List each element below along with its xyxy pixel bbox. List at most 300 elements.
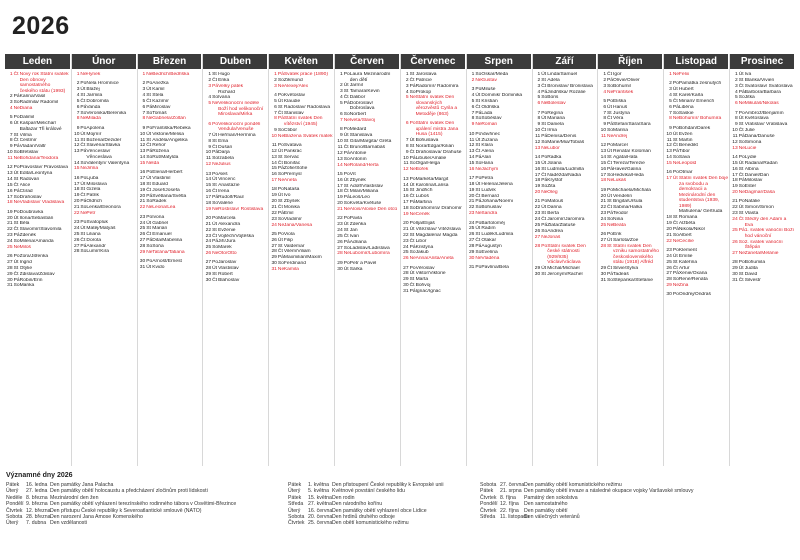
day-number: 5 (734, 95, 738, 101)
weekday-abbr: Pá (277, 210, 284, 216)
day-number: 18 (468, 181, 475, 187)
weekday-abbr: Čt (80, 193, 86, 199)
day-row (74, 220, 137, 226)
day-row (140, 259, 203, 265)
weekday-abbr: So (343, 156, 350, 162)
name-day: Ida (152, 160, 160, 166)
name-day: Pravoslav/ Pravoslava (19, 165, 68, 171)
day-row (205, 84, 268, 90)
note-weekday: Pondělí (480, 501, 498, 508)
day-row (7, 100, 71, 106)
day-number: 7 (603, 110, 607, 116)
month-header: Červenec (401, 54, 466, 69)
note-text: Mezinárodní den žen (50, 494, 99, 501)
day-number: 12 (732, 139, 738, 145)
note-date: 11. listopadu (500, 514, 530, 521)
day-number: 13 (468, 149, 475, 155)
weekday-abbr: Čt (277, 110, 283, 116)
name-day: Lenka/Eleonora (86, 204, 121, 210)
day-row (535, 205, 598, 211)
day-row (7, 156, 71, 162)
name-day: Velký pátek (218, 83, 244, 89)
day-list (203, 69, 268, 283)
day-row (140, 155, 203, 161)
weekday-abbr: Po (738, 110, 745, 116)
day-row (403, 221, 466, 227)
day-row (732, 128, 795, 134)
name-day: Aneta (283, 178, 297, 184)
day-row (74, 132, 137, 138)
note-date: 16. ledna (26, 482, 48, 488)
day-number: 3 (340, 89, 343, 95)
name-day: Ivona (152, 214, 165, 220)
day-number: 10 (205, 150, 212, 156)
name-day: Jakub (415, 250, 429, 256)
name-day: Rút/Matylda (152, 155, 179, 161)
name-day: Bedřich/Bedřiška (152, 72, 190, 77)
weekday-abbr: Po (212, 215, 219, 221)
day-row (666, 99, 729, 105)
day-row (205, 78, 268, 84)
name-day: Darina (547, 205, 562, 211)
weekday-abbr: Pá (146, 104, 153, 110)
weekday-abbr: Čt (343, 95, 349, 101)
note-date: 8. října (500, 494, 516, 501)
name-day: Iva (744, 72, 752, 77)
name-day: Kašpar/Melichar/ Baltazar Tři králové (19, 121, 62, 132)
name-day: Heřman/Hermína (218, 132, 256, 138)
name-day: Běla (19, 221, 30, 227)
day-number: 22 (732, 205, 738, 211)
name-day: Lumír/Kira (86, 249, 109, 255)
day-row (271, 267, 334, 273)
day-number: 13 (271, 154, 277, 160)
day-number: 29 (534, 266, 541, 272)
weekday-abbr: Út (212, 132, 217, 138)
day-row (74, 232, 137, 238)
name-day: Štědrý den Adam a Eva (744, 217, 787, 228)
day-number: 31 (139, 264, 146, 270)
day-number: 11 (337, 144, 343, 150)
day-number: 17 (468, 176, 475, 182)
day-row (469, 265, 532, 271)
month-header: Červen (335, 54, 400, 69)
day-row (666, 170, 729, 176)
day-row (535, 229, 598, 235)
day-row (205, 183, 268, 189)
day-row (535, 155, 598, 161)
day-row (600, 90, 663, 96)
weekday-abbr: So (672, 110, 679, 116)
day-row (337, 163, 400, 169)
weekday-abbr: Po (409, 121, 416, 127)
name-day: Bernard (481, 193, 499, 199)
notes-column (480, 482, 693, 520)
day-list (335, 69, 400, 272)
name-day: Světlana/Světla (152, 193, 187, 199)
day-row (7, 272, 71, 278)
day-number: 11 (271, 143, 277, 148)
month-column (729, 54, 795, 466)
name-day: Bronislav/ Bronislava (547, 83, 593, 89)
name-day: Linda/Samuel (547, 72, 578, 77)
day-number: 20 (468, 193, 475, 199)
note-weekday: Úterý (6, 488, 19, 495)
day-row (403, 206, 466, 212)
day-number: 25 (732, 228, 738, 234)
weekday-abbr: Čt (738, 128, 744, 134)
note-text: Den památky obětí (524, 507, 568, 514)
notes-title: Významné dny 2026 (6, 472, 73, 479)
name-day: Památka zesnulých (678, 81, 722, 87)
day-row (74, 238, 137, 244)
weekday-abbr: Út (343, 266, 349, 272)
day-row (337, 72, 400, 83)
weekday-abbr: Ne (607, 89, 614, 95)
name-day: Nataša (283, 187, 300, 193)
weekday-abbr: Út (738, 116, 744, 122)
weekday-abbr: St (541, 77, 546, 83)
weekday-abbr: Po (80, 125, 87, 131)
weekday-abbr: St (607, 199, 612, 205)
name-day: Artur (678, 265, 690, 271)
day-row (666, 221, 729, 227)
day-number: 26 (139, 232, 146, 238)
day-number: 30 (732, 272, 738, 278)
day-row (666, 161, 729, 167)
day-number: 7 (405, 138, 409, 144)
name-day: Štefan/Sára/Sara (613, 122, 651, 128)
day-number: 24 (600, 217, 607, 222)
day-number: 4 (405, 89, 409, 95)
day-row (666, 93, 729, 99)
weekday-abbr: Pá (277, 255, 284, 261)
name-day: Luboš (415, 194, 429, 200)
name-day: Zbyněk (349, 177, 366, 183)
day-row (403, 289, 466, 295)
name-day: Eduard (152, 181, 169, 187)
weekday-abbr: St (672, 137, 678, 143)
day-row (74, 87, 137, 93)
weekday-abbr: So (738, 239, 745, 245)
day-number: 18 (271, 187, 277, 193)
weekday-abbr: Ne (607, 133, 614, 139)
day-number: 30 (534, 272, 541, 278)
weekday-abbr: So (13, 194, 20, 200)
day-row (469, 188, 532, 194)
note-weekday: Středa (480, 514, 496, 521)
name-day: Adolf/Vlastislav (349, 183, 383, 189)
weekday-abbr: Ne (409, 211, 416, 217)
name-day: Olga/Helga (415, 161, 441, 167)
name-day: Robert (218, 272, 233, 278)
name-day: Klement (678, 248, 697, 254)
name-day: Richard (218, 89, 235, 95)
note-weekday: Úterý (6, 520, 19, 527)
weekday-abbr: Ne (212, 162, 219, 168)
note-row (6, 520, 236, 526)
weekday-abbr: Ne (277, 266, 285, 272)
name-day: Miriam/ Emerich (678, 98, 715, 104)
name-day: Oldřiška (481, 104, 500, 110)
day-number: 31 (468, 264, 475, 270)
day-number: 15 (271, 166, 277, 172)
day-row (600, 72, 663, 78)
note-text: Den narození Jana Amose Komenského (50, 514, 143, 521)
day-row (7, 210, 71, 216)
name-day: Ilona/Sebastián (19, 215, 54, 221)
day-number: 26 (403, 256, 409, 262)
weekday-abbr: Pá (541, 178, 548, 184)
name-day: Olívie/Oliver (613, 77, 640, 83)
day-number: 28 (205, 266, 212, 272)
name-day: Dobroslav/ Dobroslava (349, 100, 375, 112)
weekday-abbr: Ne (541, 101, 548, 107)
name-day: Vlastislav (218, 266, 239, 272)
day-number: 23 (600, 211, 607, 217)
day-number: 17 (403, 200, 409, 206)
day-row (535, 223, 598, 229)
day-number: 20 (600, 193, 607, 199)
name-day: Evelína (481, 249, 498, 255)
name-day: Bořivoj (415, 283, 431, 289)
day-row (666, 149, 729, 155)
note-weekday: Neděle (6, 494, 23, 501)
weekday-abbr: Út (607, 238, 612, 244)
day-number: 22 (73, 210, 80, 216)
day-number: 6 (340, 112, 343, 118)
day-row (74, 205, 137, 211)
day-row (7, 183, 71, 189)
weekday-abbr: St (409, 277, 415, 283)
note-text: Den obětí komunistického režimu (332, 520, 409, 527)
weekday-abbr: Po (672, 170, 679, 176)
name-day: Patrik (86, 193, 99, 199)
day-number: 8 (208, 138, 212, 144)
name-day: Hedvika/Heda (613, 172, 644, 178)
day-row (535, 244, 598, 266)
name-day: Květa/Květuše (349, 201, 382, 207)
day-number: 23 (7, 233, 13, 239)
day-number: 29 (337, 260, 343, 266)
day-number: 9 (142, 125, 146, 131)
day-number: 19 (7, 209, 13, 215)
name-day: Viktorie/Melisa (152, 131, 184, 137)
weekday-abbr: Út (541, 116, 547, 122)
weekday-abbr: Ne (541, 145, 548, 151)
weekday-abbr: Po (146, 214, 153, 220)
day-row (140, 170, 203, 176)
day-number: 15 (666, 160, 672, 166)
day-row (140, 132, 203, 138)
note-text: Den památky Jana Palacha (50, 482, 114, 488)
day-number: 4 (142, 93, 146, 99)
month-header: Únor (72, 54, 137, 69)
day-row (205, 195, 268, 201)
weekday-abbr: Út (409, 182, 415, 188)
weekday-abbr: Út (343, 177, 349, 183)
day-row (535, 84, 598, 90)
name-day: Jiří/Jura (218, 239, 236, 245)
name-day: Barbora/Barbara (744, 89, 781, 95)
day-row (271, 255, 334, 261)
day-number: 15 (205, 183, 212, 189)
name-day: Svatava (283, 143, 302, 148)
day-row (74, 126, 137, 132)
day-row (732, 184, 795, 190)
day-row (600, 238, 663, 244)
day-row (205, 72, 268, 78)
weekday-abbr: Ne (541, 190, 548, 196)
month-column (597, 54, 663, 466)
weekday-abbr: Po (475, 264, 482, 270)
name-day: Ester (744, 184, 757, 190)
weekday-abbr: Po (277, 231, 284, 237)
day-row (403, 95, 466, 117)
name-day: Mahulena/ Gertruda (678, 209, 723, 215)
day-number: 18 (600, 178, 607, 184)
weekday-abbr: So (475, 72, 482, 77)
weekday-abbr: St (212, 227, 217, 233)
day-row (7, 171, 71, 177)
note-date: 12. března (26, 507, 51, 514)
day-number: 19 (468, 187, 475, 193)
day-number: 18 (7, 200, 13, 206)
day-row (7, 254, 71, 260)
weekday-abbr: Čt (738, 83, 744, 89)
day-number: 19 (732, 184, 738, 190)
month-column (5, 54, 71, 466)
weekday-abbr: Po (343, 127, 350, 133)
day-number: 4 (537, 89, 541, 95)
day-number: 10 (73, 131, 80, 137)
weekday-abbr: Čt (13, 138, 19, 144)
day-row (337, 145, 400, 151)
name-day: Otakar (481, 238, 497, 244)
day-row (403, 177, 466, 183)
name-day: Lada (481, 110, 493, 116)
name-day: Erik (613, 232, 622, 238)
month-column (400, 54, 466, 466)
weekday-abbr: So (475, 116, 482, 122)
weekday-abbr: Po (277, 187, 284, 193)
weekday-abbr: Út (80, 131, 86, 137)
day-row (732, 134, 795, 140)
name-day: Antonie (349, 150, 367, 156)
name-day: Xenie/Oxana (678, 271, 708, 277)
weekday-abbr: Čt (541, 172, 547, 178)
name-day: Kristýna (415, 244, 434, 250)
day-list (467, 69, 532, 270)
name-day: Květoslav (283, 93, 306, 99)
day-row (140, 232, 203, 238)
name-day: Radek (152, 199, 167, 205)
note-text: Den přistoupení České republiky k Evropské unii (332, 482, 444, 488)
name-day: Marián (152, 226, 168, 232)
name-day: Benedikt (678, 143, 698, 149)
weekday-abbr: Pá (409, 244, 416, 250)
day-number: 5 (274, 98, 277, 104)
name-day: Gizela (86, 187, 101, 193)
day-number: 3 (471, 87, 475, 93)
weekday-abbr: St (80, 137, 86, 143)
day-row (535, 101, 598, 107)
name-day: Jitka (744, 95, 755, 101)
name-day: Rudolf/Raul (218, 194, 244, 200)
name-day: Alexandra (218, 221, 241, 227)
weekday-abbr: Po (146, 259, 153, 265)
day-row (403, 227, 466, 233)
name-day: Beáta (613, 222, 626, 228)
note-text: Den rodin (332, 494, 355, 501)
day-number: 22 (139, 205, 146, 211)
day-row (600, 211, 663, 217)
day-number: 1 (537, 72, 541, 77)
weekday-abbr: Út (146, 264, 152, 270)
name-day: Klára (481, 143, 493, 149)
day-number: 30 (337, 266, 343, 272)
month-column (466, 54, 532, 466)
day-number: 10 (732, 128, 738, 134)
weekday-abbr: Čt (409, 77, 415, 83)
day-number: 3 (9, 100, 13, 106)
day-number: 24 (271, 222, 277, 228)
name-day: Štěpánka/Štefánie (613, 277, 654, 283)
name-day: Sandra (481, 211, 498, 217)
day-number: 20 (271, 199, 277, 205)
day-row (271, 128, 334, 134)
weekday-abbr: Pá (212, 150, 219, 156)
day-number: 26 (73, 237, 80, 243)
weekday-abbr: Út (343, 133, 349, 139)
day-row (469, 132, 532, 138)
weekday-abbr: Ne (212, 206, 219, 212)
note-weekday: Sobota (480, 482, 497, 488)
name-day: Břetislav (19, 150, 39, 156)
name-day: Bohumír/ Bohumíra (678, 116, 722, 122)
day-number: 17 (205, 194, 212, 200)
weekday-abbr: Út (541, 72, 547, 77)
day-number: 21 (73, 204, 80, 210)
weekday-abbr: Út (475, 137, 481, 143)
day-number: 2 (76, 81, 80, 87)
name-day: Marek (218, 245, 232, 251)
day-row (469, 155, 532, 161)
day-number: 12 (403, 167, 409, 173)
day-row (666, 227, 729, 233)
weekday-abbr: Ne (80, 72, 87, 77)
day-number: 3 (405, 83, 409, 89)
weekday-abbr: Pá (607, 272, 614, 278)
weekday-abbr: Út (80, 226, 86, 232)
day-number: 16 (139, 170, 146, 176)
weekday-abbr: Čt (475, 104, 481, 110)
day-row (271, 238, 334, 244)
weekday-abbr: Po (541, 155, 548, 161)
name-day: Norbert (349, 112, 367, 118)
day-number: 30 (666, 292, 672, 298)
day-number: 5 (9, 115, 13, 121)
name-day: Bohumila (744, 260, 766, 266)
day-number: 22 (403, 232, 409, 238)
note-weekday: Úterý (288, 488, 301, 495)
note-text: Den vzdělanosti (50, 520, 87, 527)
day-number: 2 (734, 77, 738, 83)
weekday-abbr: Čt (212, 77, 217, 83)
note-row (288, 520, 444, 526)
day-number: 27 (600, 238, 607, 244)
day-number: 16 (205, 189, 212, 195)
